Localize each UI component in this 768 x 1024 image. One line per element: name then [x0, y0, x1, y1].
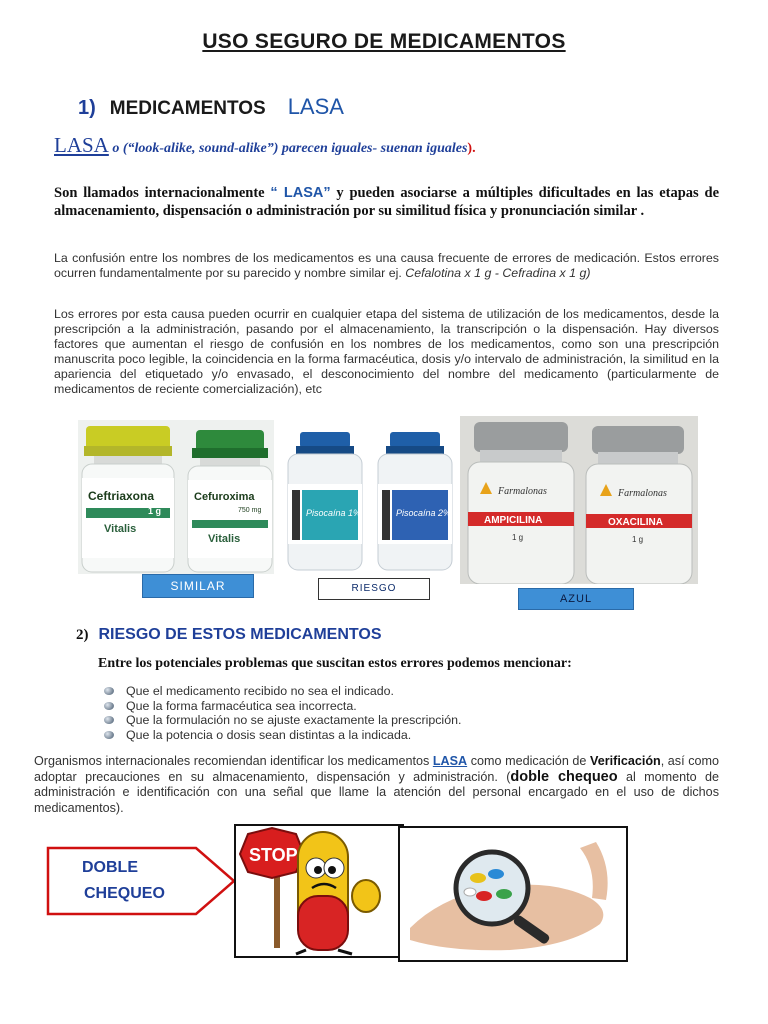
vial-ampicilina-name: AMPICILINA — [484, 515, 543, 526]
doble-chequeo-line2: CHEQUEO — [84, 885, 165, 902]
para1-lasa: “ LASA” — [270, 185, 331, 201]
vial-oxacilina-name: OXACILINA — [608, 517, 663, 528]
final-text-d: al momento de administración e identificación con una señal que llame la atención del personal encargado en el uso de dichos medicamentos). — [34, 769, 719, 815]
vial-ceftriaxona-brand: Vitalis — [104, 523, 137, 535]
section-2-heading — [76, 626, 382, 644]
hand-pills-photo — [398, 826, 628, 962]
magnifying-glass-icon — [456, 852, 528, 924]
list-item: Que la formulación no se ajuste exactamente la prescripción. — [104, 713, 461, 728]
lasa-definition-text: o (“look-alike, sound-alike”) parecen iguales- suenan iguales — [108, 141, 468, 156]
vial-oxacilina-brand: Farmalonas — [618, 488, 667, 499]
page-title: USO SEGURO DE MEDICAMENTOS — [202, 30, 566, 53]
vials-photo-cephalosporins — [78, 420, 274, 574]
section-1-heading — [78, 94, 344, 120]
section-2-label: RIESGO DE ESTOS MEDICAMENTOS — [98, 626, 382, 643]
label-similar: SIMILAR — [142, 574, 254, 598]
final-doble-chequeo: doble chequeo — [510, 768, 618, 785]
section-1-number: 1) — [78, 97, 96, 119]
lasa-definition — [54, 133, 476, 158]
section-2-intro: Entre los potenciales problemas que suscitan estos errores podemos mencionar: — [98, 656, 572, 671]
paragraph-recommendation — [34, 754, 719, 816]
section-1-lasa: LASA — [287, 94, 344, 119]
vial-cefuroxima-dose: 750 mg — [238, 507, 262, 514]
list-item: Que el medicamento recibido no sea el indicado. — [104, 684, 461, 699]
para1-text-b: y pueden asociarse a múltiples dificultades en las etapas de almacenamiento, dispensación o administración por su similitud física y pronunciación similar . — [54, 185, 720, 219]
paragraph-confusion — [54, 251, 719, 281]
doble-chequeo-arrow — [46, 842, 238, 920]
vial-cefuroxima-name: Cefuroxima — [194, 491, 255, 503]
stop-sign-text: STOP — [249, 845, 298, 865]
stop-pill-illustration — [234, 824, 404, 958]
final-verificacion: Verificación — [590, 754, 661, 768]
list-item: Que la potencia o dosis sean distintas a la indicada. — [104, 728, 461, 743]
vial-ampicilina-dose: 1 g — [512, 533, 524, 542]
label-riesgo: RIESGO — [318, 578, 430, 600]
para1-text-a: Son llamados internacionalmente — [54, 185, 271, 201]
vials-photo-pisocaina — [282, 428, 460, 574]
final-text-b: como medicación de — [467, 754, 591, 768]
final-text-c: , así como adoptar precauciones en su almacenamiento, dispensación y administración. ( — [34, 754, 719, 784]
vial-oxacilina-dose: 1 g — [632, 535, 644, 544]
para2-example: Cefalotina x 1 g - Cefradina x 1 g) — [405, 266, 591, 280]
vial-pisocaina-2-name: Pisocaína 2% — [396, 508, 452, 518]
vial-cefuroxima-brand: Vitalis — [208, 533, 241, 545]
section-2-number: 2) — [76, 627, 89, 643]
lasa-definition-term: LASA — [54, 133, 109, 157]
paragraph-lasa-intro — [54, 184, 719, 220]
vial-ceftriaxona-name: Ceftriaxona — [88, 489, 155, 503]
vial-ceftriaxona-dose: 1 g — [148, 506, 162, 516]
risk-list — [104, 684, 461, 742]
section-1-label: MEDICAMENTOS — [109, 98, 266, 119]
doble-chequeo-line1: DOBLE — [82, 859, 138, 876]
list-item: Que la forma farmacéutica sea incorrecta. — [104, 699, 461, 714]
para2-text: La confusión entre los nombres de los medicamentos es una causa frecuente de errores de medicación. Estos errores ocurren fundamentalmente por su parecido y nombre similar ej. — [54, 251, 719, 280]
lasa-definition-close: ). — [467, 141, 476, 156]
paragraph-errors: Los errores por esta causa pueden ocurrir en cualquier etapa del sistema de utilización de los medicamentos, desde la prescripción a la administración, pasando por el almacenamiento, la transcripción o la dispensación. Hay diversos factores que aumentan el riesgo de confusión en los nombres de los medicamentos, como son una prescripción manuscrita poco legible, la coincidencia en la forma farmacéutica, dosis y/o intervalo de administración, la similitud en la apariencia del etiquetado y/o envasado, el desconocimiento del nombre del medicamento (particularmente de medicamentos de reciente comercialización), etc — [54, 307, 719, 396]
label-azul: AZUL — [518, 588, 634, 610]
final-text-a: Organismos internacionales recomiendan identificar los medicamentos — [34, 754, 433, 768]
final-lasa: LASA — [432, 754, 468, 768]
vials-photo-penicillins — [460, 416, 698, 584]
vial-ampicilina-brand: Farmalonas — [498, 486, 547, 497]
vial-pisocaina-1-name: Pisocaína 1% — [306, 508, 362, 518]
